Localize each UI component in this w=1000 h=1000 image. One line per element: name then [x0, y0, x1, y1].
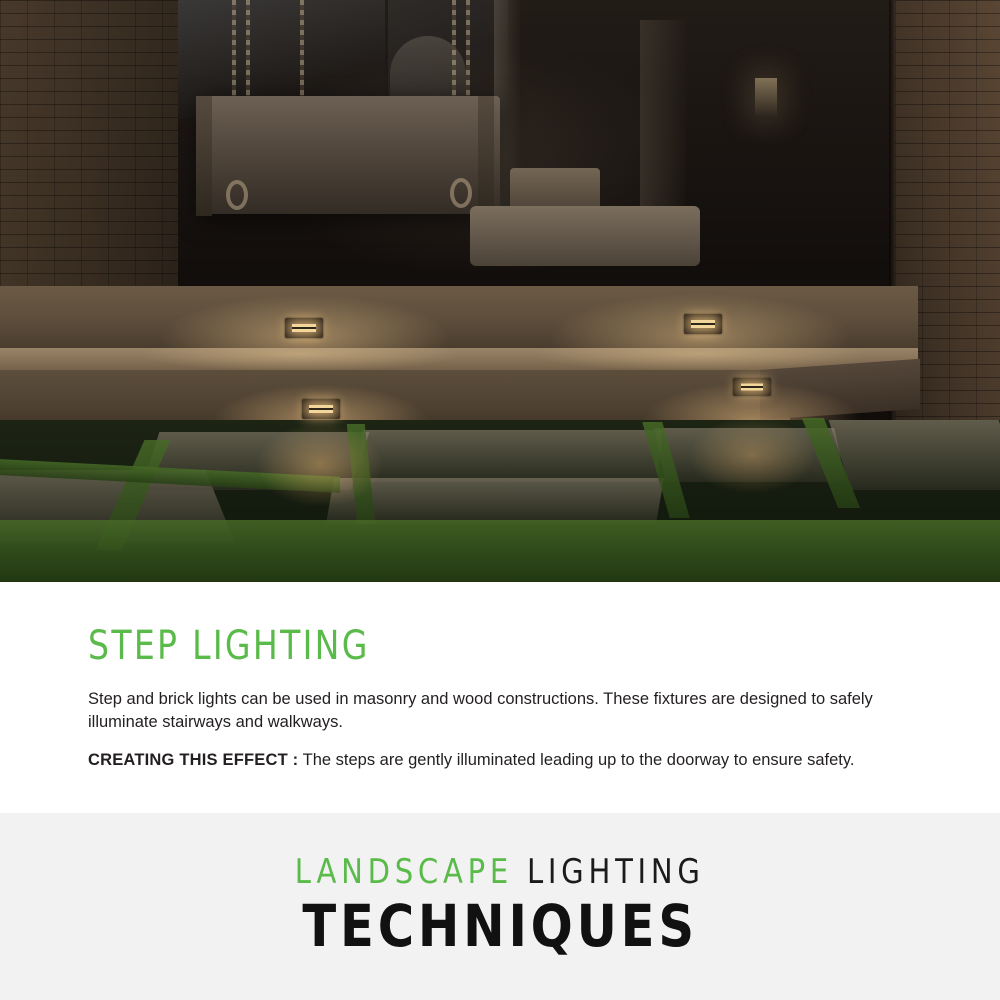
upper-tread-lightwash [0, 348, 918, 370]
swing-arm-left [196, 96, 212, 216]
footer-word-landscape: LANDSCAPE [295, 851, 514, 892]
paver-3 [357, 430, 662, 482]
patio-sofa [470, 206, 700, 266]
porch-wall-lantern [755, 78, 777, 116]
louver-slat [691, 323, 715, 325]
swing-arm-right [478, 96, 494, 216]
grass-foreground [0, 520, 1000, 582]
paver-4 [326, 478, 664, 524]
step-light-upper-right [684, 314, 722, 334]
footer-word-lighting: LIGHTING [527, 851, 705, 892]
footer-line-1 [295, 851, 705, 892]
step-light-upper-left [285, 318, 323, 338]
step-light-lower-left [302, 399, 340, 419]
porch-pilaster [640, 20, 686, 220]
creating-effect-text: The steps are gently illuminated leading up to the doorway to ensure safety. [302, 750, 855, 769]
body-paragraph: Step and brick lights can be used in masonry and wood constructions. These fixtures are designed to safely illuminate stairways and walkways. [88, 690, 873, 732]
louver-slat [309, 408, 333, 410]
footer-line-2: TECHNIQUES [302, 891, 698, 960]
page-title: STEP LIGHTING [88, 623, 370, 669]
content-section [0, 582, 1000, 813]
upper-riser-lightwash [0, 286, 918, 348]
louver-slat [741, 386, 763, 388]
louver-slat [292, 327, 316, 329]
swing-rope-3 [300, 0, 304, 96]
brick-wall-left [0, 0, 178, 300]
creating-effect-line [88, 749, 912, 772]
creating-effect-label: CREATING THIS EFFECT : [88, 750, 299, 769]
step-light-lower-right [733, 378, 771, 396]
paver-6 [829, 420, 1000, 490]
rope-knot-left [226, 180, 248, 210]
footer-branding [0, 813, 1000, 1000]
rope-knot-right [450, 178, 472, 208]
